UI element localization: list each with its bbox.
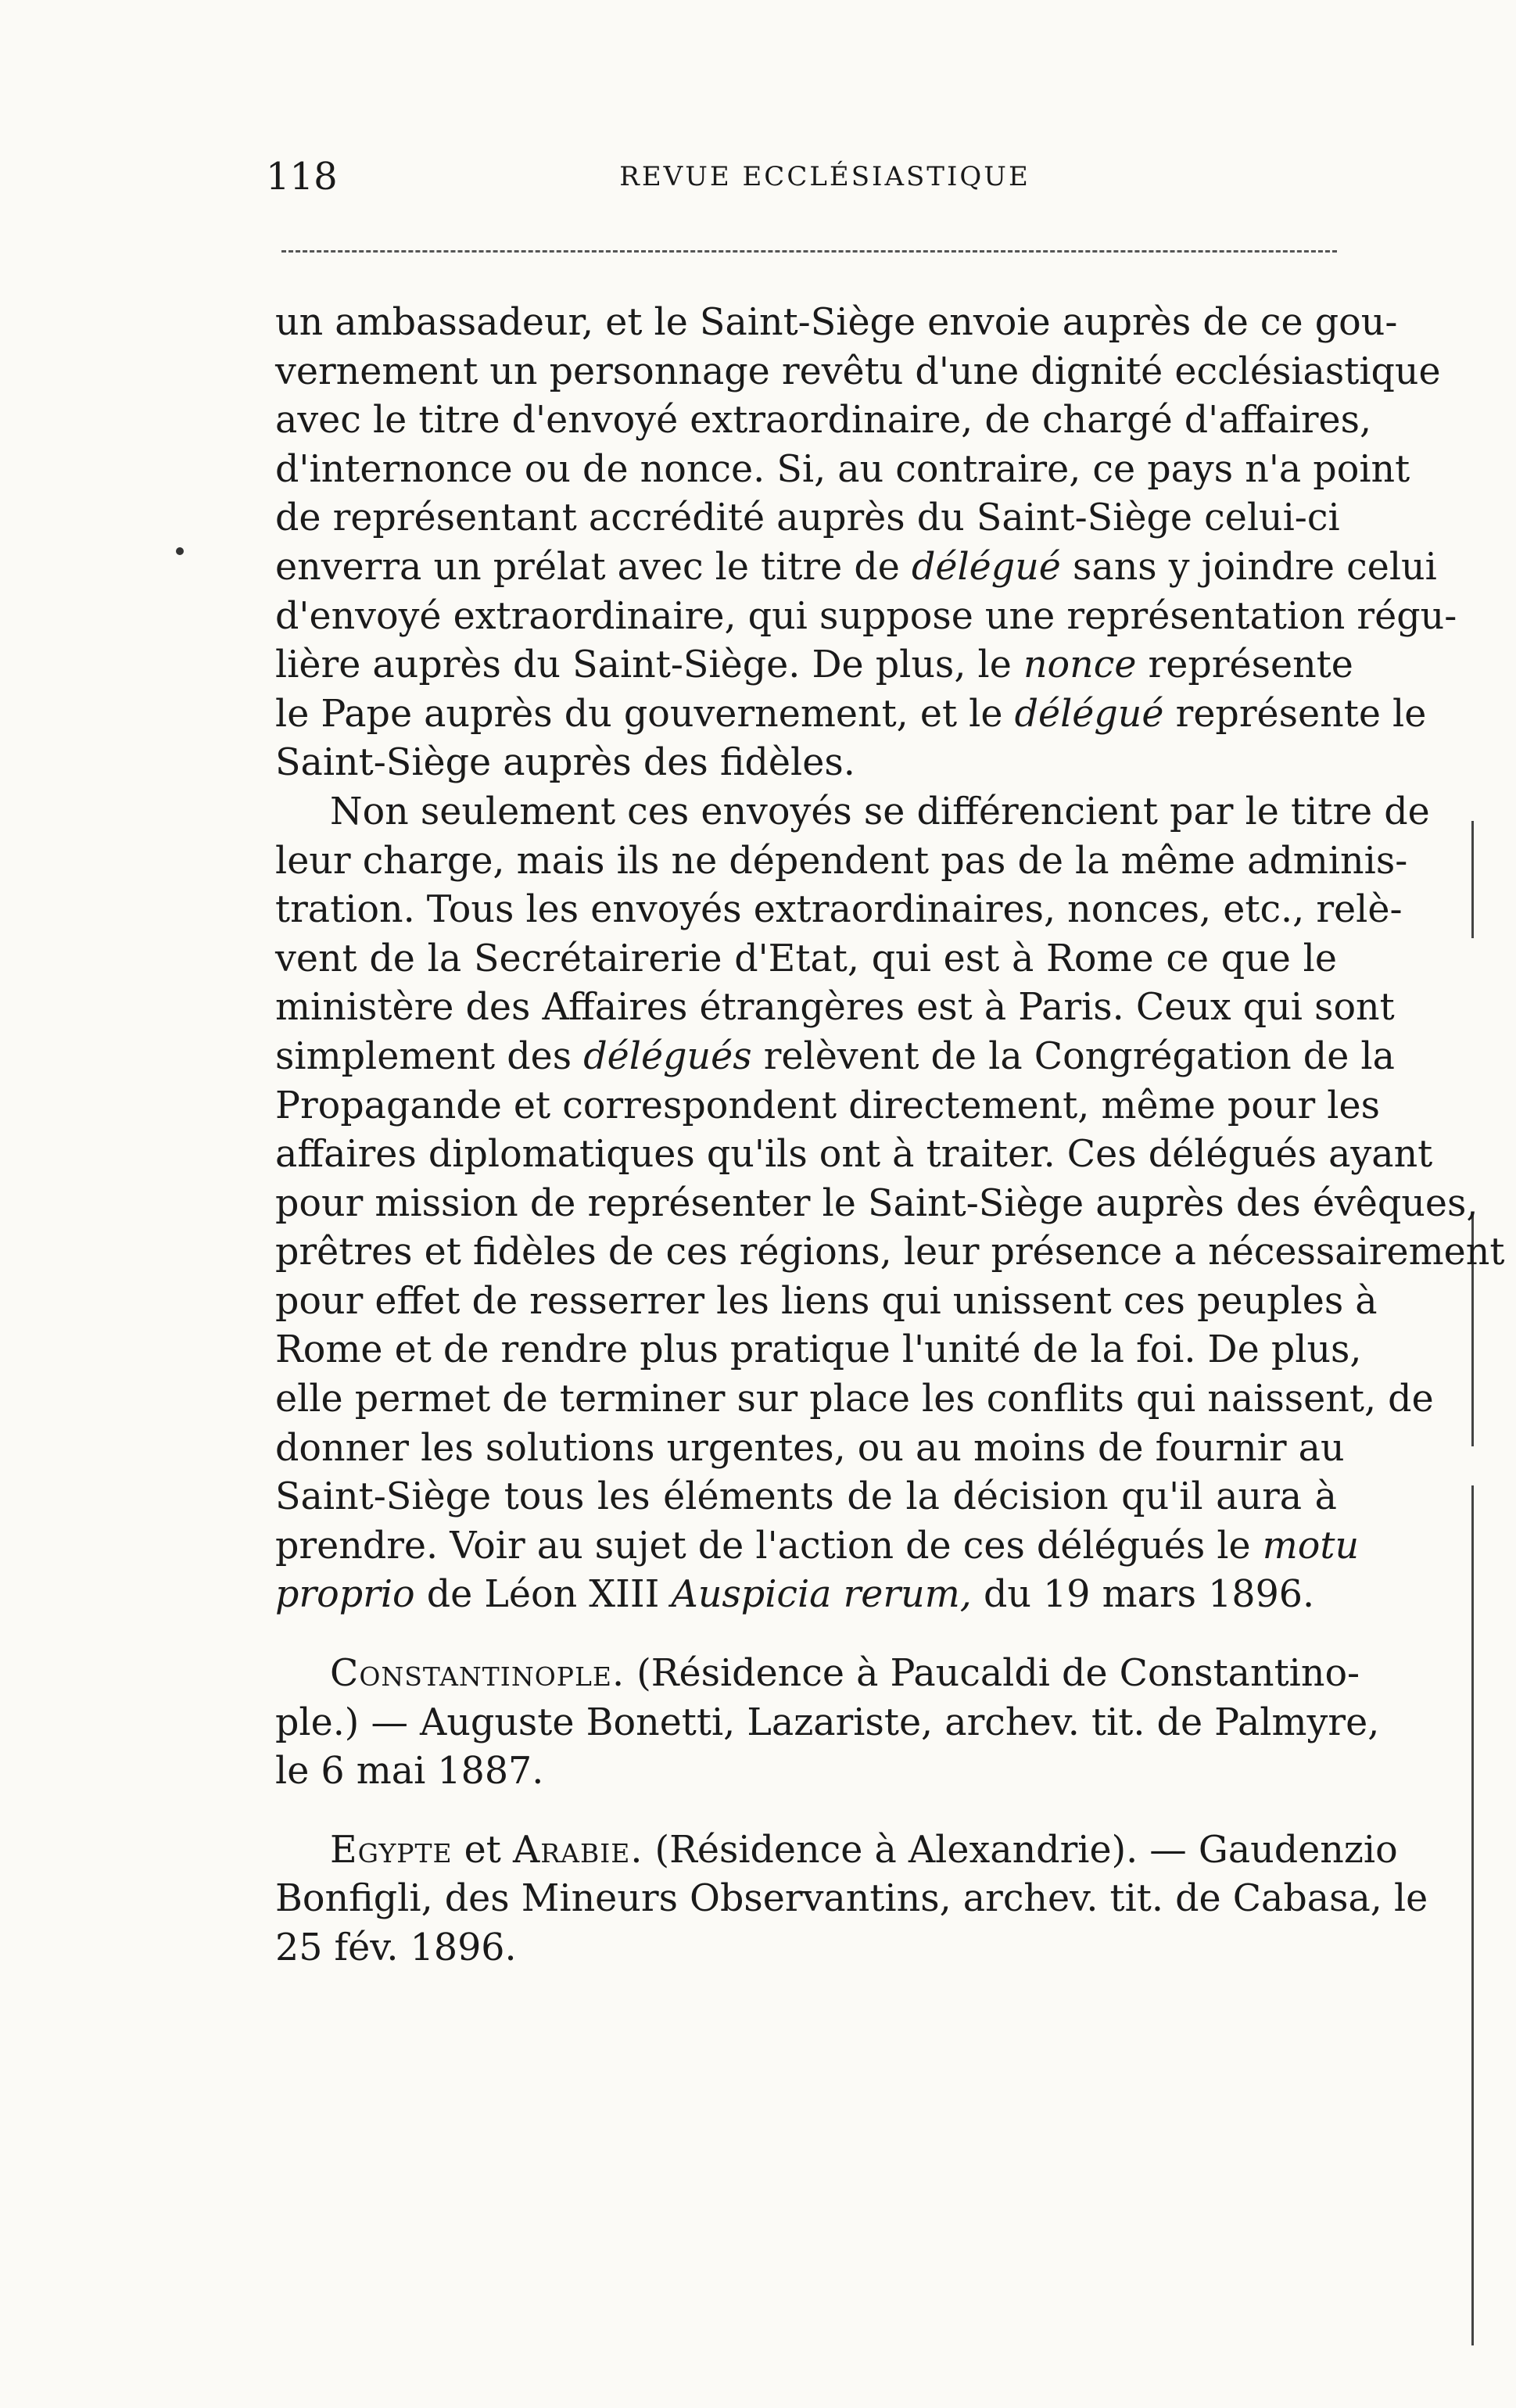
text-line: de représentant accrédité auprès du Saint-Siège celui-ci	[275, 496, 1340, 540]
text-line: Propagande et correspondent directement, même pour les	[275, 1084, 1380, 1127]
margin-rule	[1471, 821, 1474, 938]
entry-heading: Egypte	[330, 1828, 453, 1872]
text-line: affaires diplomatiques qu'ils ont à traiter. Ces délégués ayant	[275, 1133, 1433, 1177]
text-line: un ambassadeur, et le Saint-Siège envoie auprès de ce gou-	[275, 301, 1398, 344]
text-line: Rome et de rendre plus pratique l'unité de la foi. De plus,	[275, 1328, 1362, 1372]
text-line: enverra un prélat avec le titre de délégué sans y joindre celui	[275, 545, 1437, 589]
text-line: proprio de Léon XIII Auspicia rerum, du 19 mars 1896.	[275, 1573, 1315, 1617]
running-title: REVUE ECCLÉSIASTIQUE	[619, 161, 1030, 192]
text-line: vent de la Secrétairerie d'Etat, qui est à Rome ce que le	[275, 937, 1337, 980]
text-line: prendre. Voir au sujet de l'action de ces délégués le motu	[275, 1524, 1360, 1568]
italic-term: délégué	[1014, 692, 1164, 736]
page-number: 118	[266, 155, 338, 199]
text-line: elle permet de terminer sur place les conflits qui naissent, de	[275, 1378, 1434, 1421]
italic-term: motu	[1262, 1524, 1360, 1568]
italic-title: Auspicia rerum,	[671, 1573, 972, 1617]
margin-dot	[176, 547, 184, 555]
page-header	[266, 155, 1337, 210]
text-line: Non seulement ces envoyés se différencient par le titre de	[330, 790, 1430, 833]
text-line: lière auprès du Saint-Siège. De plus, le nonce représente	[275, 643, 1353, 687]
entry-heading: Arabie.	[512, 1828, 643, 1872]
text-line: avec le titre d'envoyé extraordinaire, de chargé d'affaires,	[275, 399, 1372, 443]
text-line: Constantinople. (Résidence à Paucaldi de Constantino-	[330, 1652, 1360, 1696]
text-line: d'envoyé extraordinaire, qui suppose une représentation régu-	[275, 594, 1457, 638]
paragraph-2	[275, 788, 1505, 1620]
paragraph-1	[275, 299, 1457, 788]
text-line: ministère des Affaires étrangères est à Paris. Ceux qui sont	[275, 986, 1395, 1030]
text-line: d'internonce ou de nonce. Si, au contraire, ce pays n'a point	[275, 447, 1410, 491]
text-line: ple.) — Auguste Bonetti, Lazariste, archev. tit. de Palmyre,	[275, 1700, 1380, 1744]
text-line: leur charge, mais ils ne dépendent pas de la même adminis-	[275, 839, 1408, 883]
text-line: prêtres et fidèles de ces régions, leur présence a nécessairement	[275, 1231, 1505, 1274]
text-line: Egypte et Arabie. (Résidence à Alexandrie). — Gaudenzio	[330, 1828, 1398, 1872]
text-line: le 6 mai 1887.	[275, 1750, 544, 1793]
italic-term: nonce	[1023, 643, 1137, 687]
text-line: Bonfigli, des Mineurs Observantins, archev. tit. de Cabasa, le	[275, 1877, 1428, 1921]
header-rule	[281, 250, 1337, 253]
text-line: le Pape auprès du gouvernement, et le délégué représente le	[275, 692, 1427, 736]
text-line: simplement des délégués relèvent de la Congrégation de la	[275, 1034, 1395, 1078]
text-line: 25 fév. 1896.	[275, 1926, 517, 1969]
text-line: pour mission de représenter le Saint-Siège auprès des évêques,	[275, 1181, 1478, 1225]
text-line: vernement un personnage revêtu d'une dignité ecclésiastique	[275, 349, 1441, 393]
entry-constantinople	[275, 1650, 1380, 1797]
entry-egypte-arabie	[275, 1826, 1428, 1973]
text-line: Saint-Siège auprès des fidèles.	[275, 741, 855, 785]
margin-rule	[1471, 1485, 1474, 2345]
text-line: pour effet de resserrer les liens qui unissent ces peuples à	[275, 1279, 1378, 1323]
italic-term: délégué	[911, 545, 1061, 589]
text-line: Saint-Siège tous les éléments de la décision qu'il aura à	[275, 1475, 1337, 1519]
body-text	[275, 299, 1505, 1973]
text-line: donner les solutions urgentes, ou au moins de fournir au	[275, 1426, 1345, 1470]
entry-heading: Constantinople.	[330, 1652, 625, 1696]
italic-term: proprio	[275, 1573, 415, 1617]
text-line: tration. Tous les envoyés extraordinaires, nonces, etc., relè-	[275, 888, 1403, 932]
italic-term: délégués	[583, 1034, 752, 1078]
